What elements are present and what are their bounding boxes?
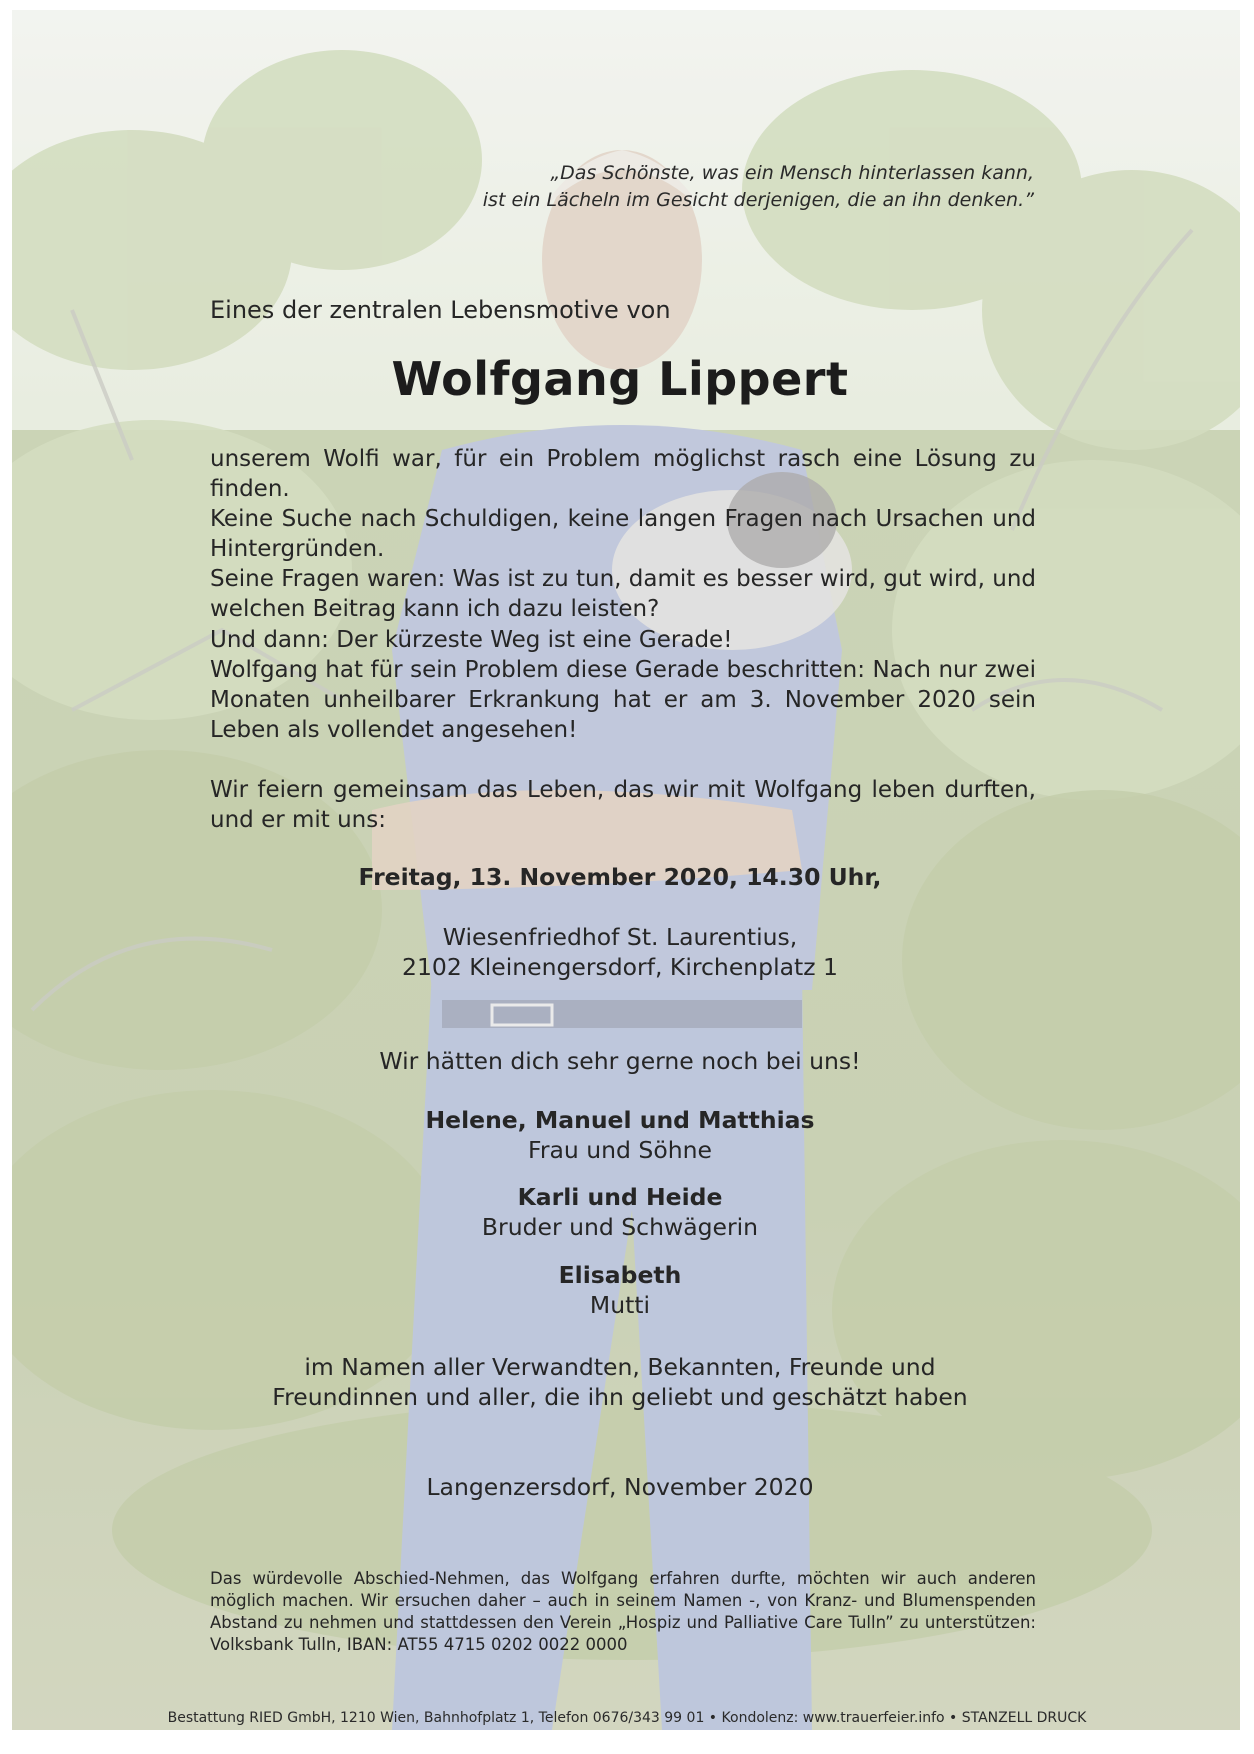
place-and-date: Langenzersdorf, November 2020 — [426, 1473, 814, 1501]
intro-text: Eines der zentralen Lebensmotive von — [210, 296, 671, 324]
body-paragraph: Seine Fragen waren: Was ist zu tun, damit es besser wird, gut wird, und welchen Beitrag kann ich dazu leisten? — [210, 566, 1036, 623]
body-paragraph: Und dann: Der kürzeste Weg ist eine Gerade! — [210, 626, 733, 653]
mourner-names: Karli und Heide — [517, 1183, 723, 1211]
mourner-names: Helene, Manuel und Matthias — [425, 1106, 815, 1134]
body-text — [210, 444, 1036, 835]
body-paragraph: Keine Suche nach Schuldigen, keine langen Fragen nach Ursachen und Hintergründen. — [210, 506, 1036, 563]
quote-line-2: ist ein Lächeln im Gesicht derjenigen, die an ihn denken.” — [482, 189, 1034, 211]
body-paragraph: unserem Wolfi war, für ein Problem möglichst rasch eine Lösung zu finden. — [210, 446, 1036, 503]
body-paragraph: Wir feiern gemeinsam das Leben, das wir mit Wolfgang leben durften, und er mit uns: — [210, 776, 1036, 834]
memorial-quote — [380, 160, 1034, 214]
mourner-relation: Bruder und Schwägerin — [481, 1213, 759, 1241]
event-venue: Wiesenfriedhof St. Laurentius, — [442, 923, 798, 951]
mourner-relation: Frau und Söhne — [528, 1136, 712, 1164]
farewell-line: Wir hätten dich sehr gerne noch bei uns! — [379, 1047, 861, 1075]
mourner-names: Elisabeth — [558, 1261, 682, 1289]
event-address: 2102 Kleinengersdorf, Kirchenplatz 1 — [402, 953, 838, 981]
closing-line-2: Freundinnen und aller, die ihn geliebt und geschätzt haben — [272, 1383, 968, 1411]
body-paragraph: Wolfgang hat für sein Problem diese Gerade beschritten: Nach nur zwei Monaten unheilbarer Erkrankung hat er am 3. November 2020 sein Leben als vollendet angesehen! — [210, 656, 1036, 743]
event-datetime: Freitag, 13. November 2020, 14.30 Uhr, — [358, 863, 882, 891]
donation-note: Das würdevolle Abschied-Nehmen, das Wolfgang erfahren durfte, möchten wir auch anderen möglich machen. Wir ersuchen daher – auch in seinem Namen -, von Kranz- und Blumenspenden Abstand zu nehmen und stattdessen den Verein „Hospiz und Palliative Care Tulln” zu unterstützen: Volksbank Tulln, IBAN: AT55 4715 0202 0022 0000 — [210, 1569, 1036, 1654]
funeral-home-footer: Bestattung RIED GmbH, 1210 Wien, Bahnhofplatz 1, Telefon 0676/343 99 01 • Kondolenz: www.trauerfeier.info • STANZELL DRUCK — [167, 1710, 1087, 1726]
mourner-relation: Mutti — [589, 1291, 651, 1319]
deceased-name: Wolfgang Lippert — [391, 352, 849, 406]
closing-line-1: im Namen aller Verwandten, Bekannten, Freunde und — [304, 1353, 936, 1381]
quote-line-1: „Das Schönste, was ein Mensch hinterlassen kann, — [550, 162, 1034, 184]
